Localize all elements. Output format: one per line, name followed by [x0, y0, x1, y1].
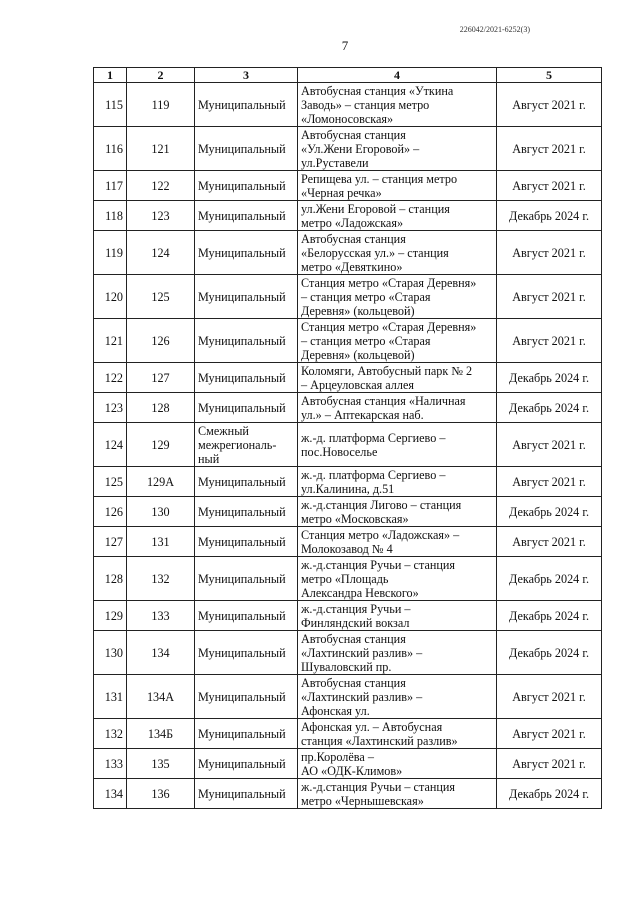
start-date-cell: Август 2021 г.	[497, 467, 602, 497]
start-date-cell: Август 2021 г.	[497, 231, 602, 275]
route-type-cell: Муниципальный	[195, 171, 298, 201]
route-path-cell	[298, 675, 497, 719]
route-number-cell: 134	[127, 631, 195, 675]
route-type-cell: Муниципальный	[195, 275, 298, 319]
route-path-line: метро «Московская»	[301, 511, 409, 526]
route-path-line: Афонская ул.	[301, 703, 370, 718]
route-path-cell	[298, 319, 497, 363]
row-number-cell: 118	[94, 201, 127, 231]
table-row	[94, 127, 602, 171]
start-date-cell: Декабрь 2024 г.	[497, 201, 602, 231]
route-path-line: пос.Новоселье	[301, 444, 378, 459]
route-path-line: ж.-д. платформа Сергиево –	[301, 430, 446, 445]
route-type-cell: Муниципальный	[195, 467, 298, 497]
row-number-cell: 123	[94, 393, 127, 423]
table-row	[94, 601, 602, 631]
start-date-cell: Август 2021 г.	[497, 83, 602, 127]
route-path-line: – станция метро «Старая	[301, 333, 431, 348]
table-row	[94, 171, 602, 201]
table-row	[94, 275, 602, 319]
route-path-line: Коломяги, Автобусный парк № 2	[301, 363, 473, 378]
route-path-cell	[298, 393, 497, 423]
route-path-line: ж.-д.станция Лигово – станция	[301, 497, 462, 512]
route-type-line: ный	[198, 451, 220, 466]
route-path-line: Автобусная станция	[301, 127, 406, 142]
table-row	[94, 631, 602, 675]
start-date-cell: Декабрь 2024 г.	[497, 779, 602, 809]
row-number-cell: 134	[94, 779, 127, 809]
route-number-cell: 123	[127, 201, 195, 231]
row-number-cell: 133	[94, 749, 127, 779]
route-number-cell: 129	[127, 423, 195, 467]
route-path-cell	[298, 83, 497, 127]
route-path-cell	[298, 127, 497, 171]
row-number-cell: 115	[94, 83, 127, 127]
route-path-line: Молокозавод № 4	[301, 541, 393, 556]
route-number-cell: 126	[127, 319, 195, 363]
route-path-line: Репищева ул. – станция метро	[301, 171, 458, 186]
route-path-cell	[298, 423, 497, 467]
start-date-cell: Август 2021 г.	[497, 171, 602, 201]
route-path-line: Автобусная станция	[301, 631, 406, 646]
table-row	[94, 467, 602, 497]
route-path-line: Афонская ул. – Автобусная	[301, 719, 443, 734]
route-number-cell: 134Б	[127, 719, 195, 749]
start-date-cell: Декабрь 2024 г.	[497, 631, 602, 675]
route-path-cell	[298, 527, 497, 557]
row-number-cell: 131	[94, 675, 127, 719]
column-header: 1	[94, 68, 127, 83]
row-number-cell: 117	[94, 171, 127, 201]
table-body	[94, 83, 602, 809]
route-path-cell	[298, 231, 497, 275]
table-row	[94, 527, 602, 557]
route-path-line: ул.Калинина, д.51	[301, 481, 395, 496]
route-path-line: Станция метро «Старая Деревня»	[301, 319, 477, 334]
table-row	[94, 749, 602, 779]
table-row	[94, 675, 602, 719]
route-type-cell: Муниципальный	[195, 393, 298, 423]
route-path-cell	[298, 601, 497, 631]
table-row	[94, 393, 602, 423]
table-row	[94, 719, 602, 749]
route-number-cell: 134А	[127, 675, 195, 719]
route-path-line: Станция метро «Ладожская» –	[301, 527, 460, 542]
route-path-line: Автобусная станция «Уткина	[301, 83, 454, 98]
route-path-line: Автобусная станция «Наличная	[301, 393, 466, 408]
start-date-cell: Август 2021 г.	[497, 275, 602, 319]
row-number-cell: 122	[94, 363, 127, 393]
route-number-cell: 127	[127, 363, 195, 393]
route-path-cell	[298, 171, 497, 201]
route-number-cell: 135	[127, 749, 195, 779]
route-path-line: Александра Невского»	[301, 585, 419, 600]
route-type-cell: Муниципальный	[195, 557, 298, 601]
route-number-cell: 136	[127, 779, 195, 809]
start-date-cell: Август 2021 г.	[497, 675, 602, 719]
start-date-cell: Август 2021 г.	[497, 319, 602, 363]
route-type-cell: Муниципальный	[195, 363, 298, 393]
route-path-line: метро «Ладожская»	[301, 215, 404, 230]
route-type-cell: Муниципальный	[195, 527, 298, 557]
route-path-line: Деревня» (кольцевой)	[301, 303, 415, 318]
route-number-cell: 130	[127, 497, 195, 527]
start-date-cell: Август 2021 г.	[497, 127, 602, 171]
start-date-cell: Декабрь 2024 г.	[497, 557, 602, 601]
table-row	[94, 423, 602, 467]
route-type-cell: Муниципальный	[195, 779, 298, 809]
route-path-line: ул.Жени Егоровой – станция	[301, 201, 450, 216]
table-row	[94, 497, 602, 527]
table-row	[94, 83, 602, 127]
route-path-line: ж.-д. платформа Сергиево –	[301, 467, 446, 482]
route-path-line: «Ломоносовская»	[301, 111, 394, 126]
row-number-cell: 128	[94, 557, 127, 601]
route-number-cell: 124	[127, 231, 195, 275]
route-path-line: ул.Руставели	[301, 155, 369, 170]
route-path-cell	[298, 201, 497, 231]
route-path-cell	[298, 497, 497, 527]
start-date-cell: Декабрь 2024 г.	[497, 393, 602, 423]
document-registration-number: 226042/2021-6252(3)	[459, 25, 530, 34]
route-number-cell: 122	[127, 171, 195, 201]
table-row	[94, 779, 602, 809]
start-date-cell: Декабрь 2024 г.	[497, 601, 602, 631]
route-path-cell	[298, 275, 497, 319]
page-number: 7	[341, 38, 349, 53]
table-row	[94, 201, 602, 231]
route-path-cell	[298, 779, 497, 809]
route-type-cell: Муниципальный	[195, 497, 298, 527]
route-path-line: пр.Королёва –	[301, 749, 374, 764]
route-type-cell: Муниципальный	[195, 675, 298, 719]
route-path-line: АО «ОДК-Климов»	[301, 763, 403, 778]
route-path-line: «Ул.Жени Егоровой» –	[301, 141, 420, 156]
route-number-cell: 119	[127, 83, 195, 127]
route-path-line: Шуваловский пр.	[301, 659, 392, 674]
route-number-cell: 125	[127, 275, 195, 319]
route-type-cell: Муниципальный	[195, 319, 298, 363]
route-type-cell: Муниципальный	[195, 231, 298, 275]
row-number-cell: 132	[94, 719, 127, 749]
route-type-cell: Муниципальный	[195, 201, 298, 231]
route-path-line: станция «Лахтинский разлив»	[301, 733, 458, 748]
row-number-cell: 116	[94, 127, 127, 171]
route-path-cell	[298, 557, 497, 601]
route-number-cell: 131	[127, 527, 195, 557]
column-header: 3	[195, 68, 298, 83]
route-path-line: – Арцеуловская аллея	[301, 377, 414, 392]
route-number-cell: 121	[127, 127, 195, 171]
row-number-cell: 124	[94, 423, 127, 467]
table-header-row	[94, 68, 602, 83]
route-path-line: Автобусная станция	[301, 675, 406, 690]
route-path-line: «Черная речка»	[301, 185, 382, 200]
column-header: 4	[298, 68, 497, 83]
column-header: 5	[497, 68, 602, 83]
route-number-cell: 129А	[127, 467, 195, 497]
route-path-line: ж.-д.станция Ручьи –	[301, 601, 411, 616]
route-path-line: Заводь» – станция метро	[301, 97, 430, 112]
route-path-line: Финляндский вокзал	[301, 615, 410, 630]
route-path-cell	[298, 719, 497, 749]
route-path-line: ул.» – Аптекарская наб.	[301, 407, 424, 422]
row-number-cell: 127	[94, 527, 127, 557]
table-row	[94, 363, 602, 393]
route-path-line: метро «Чернышевская»	[301, 793, 424, 808]
start-date-cell: Август 2021 г.	[497, 423, 602, 467]
route-path-cell	[298, 631, 497, 675]
start-date-cell: Август 2021 г.	[497, 527, 602, 557]
route-number-cell: 132	[127, 557, 195, 601]
row-number-cell: 129	[94, 601, 127, 631]
row-number-cell: 130	[94, 631, 127, 675]
route-type-cell	[195, 423, 298, 467]
route-path-line: метро «Девяткино»	[301, 259, 403, 274]
route-type-cell: Муниципальный	[195, 631, 298, 675]
route-path-line: ж.-д.станция Ручьи – станция	[301, 779, 456, 794]
route-path-line: «Лахтинский разлив» –	[301, 645, 423, 660]
start-date-cell: Декабрь 2024 г.	[497, 497, 602, 527]
start-date-cell: Август 2021 г.	[497, 749, 602, 779]
row-number-cell: 126	[94, 497, 127, 527]
route-type-cell: Муниципальный	[195, 601, 298, 631]
routes-table	[93, 67, 602, 809]
route-type-line: Смежный	[198, 423, 249, 438]
route-type-line: межрегиональ-	[198, 437, 277, 452]
table-row	[94, 319, 602, 363]
start-date-cell: Декабрь 2024 г.	[497, 363, 602, 393]
route-path-line: Автобусная станция	[301, 231, 406, 246]
route-path-line: ж.-д.станция Ручьи – станция	[301, 557, 456, 572]
route-path-line: метро «Площадь	[301, 571, 389, 586]
route-type-cell: Муниципальный	[195, 749, 298, 779]
route-path-cell	[298, 363, 497, 393]
route-type-cell: Муниципальный	[195, 127, 298, 171]
table-row	[94, 231, 602, 275]
row-number-cell: 119	[94, 231, 127, 275]
column-header: 2	[127, 68, 195, 83]
row-number-cell: 120	[94, 275, 127, 319]
row-number-cell: 125	[94, 467, 127, 497]
route-type-cell: Муниципальный	[195, 83, 298, 127]
route-path-line: Станция метро «Старая Деревня»	[301, 275, 477, 290]
start-date-cell: Август 2021 г.	[497, 719, 602, 749]
route-path-line: «Белорусская ул.» – станция	[301, 245, 449, 260]
route-path-cell	[298, 749, 497, 779]
table-row	[94, 557, 602, 601]
row-number-cell: 121	[94, 319, 127, 363]
route-path-line: – станция метро «Старая	[301, 289, 431, 304]
route-number-cell: 133	[127, 601, 195, 631]
route-path-line: «Лахтинский разлив» –	[301, 689, 423, 704]
route-type-cell: Муниципальный	[195, 719, 298, 749]
route-path-line: Деревня» (кольцевой)	[301, 347, 415, 362]
route-path-cell	[298, 467, 497, 497]
route-number-cell: 128	[127, 393, 195, 423]
